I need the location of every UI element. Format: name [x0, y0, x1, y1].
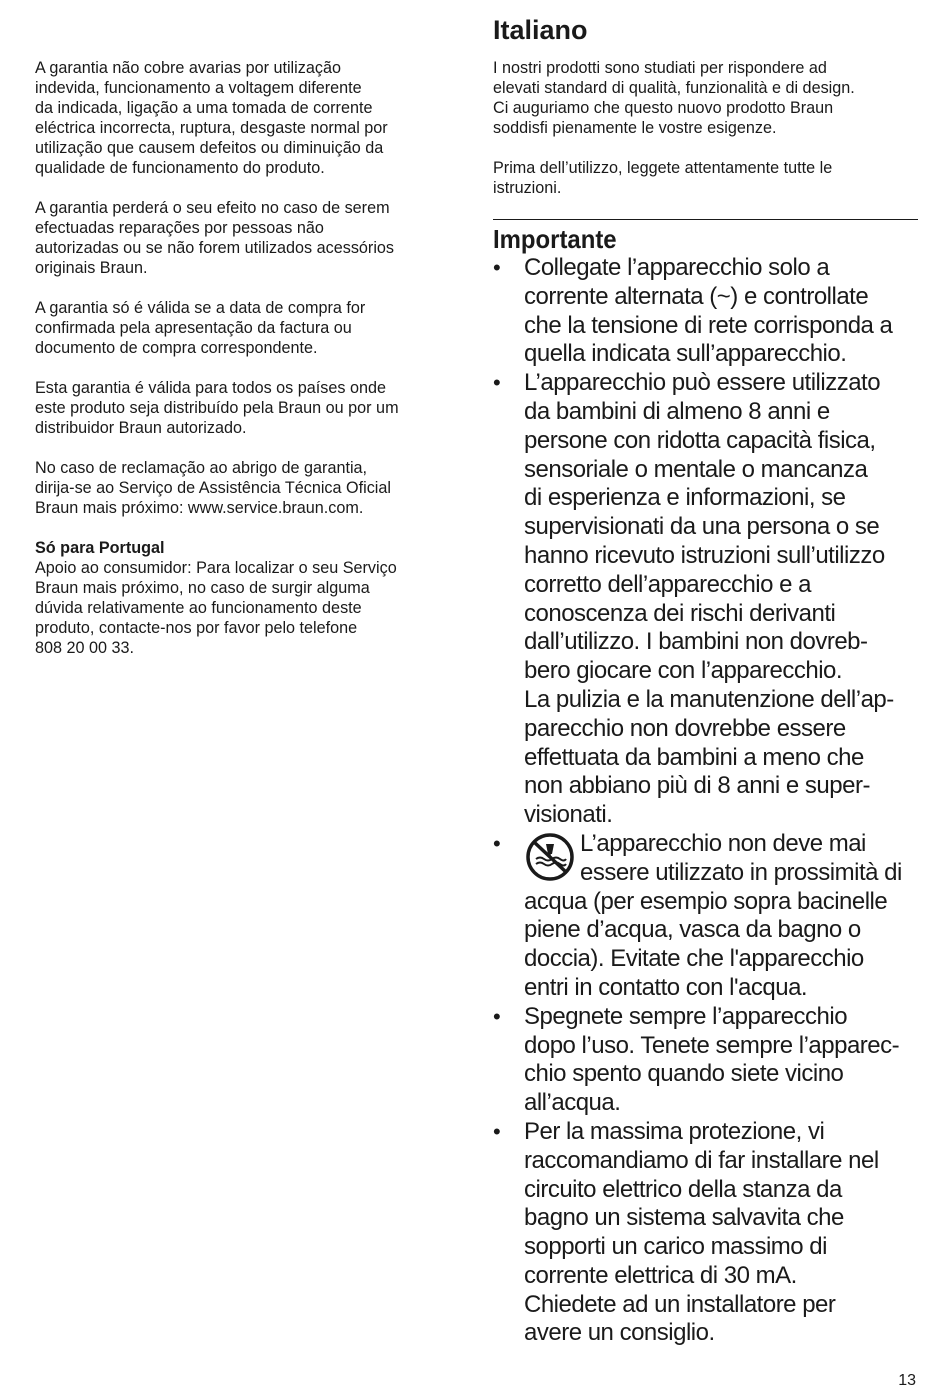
- warranty-paragraph-4: Esta garantia é válida para todos os países onde este produto seja distribuído pela Braun ou por um distribuidor Braun autorizado.: [35, 379, 399, 437]
- bullet-dot: •: [493, 1003, 501, 1029]
- intro-paragraph-1: I nostri prodotti sono studiati per rispondere ad elevati standard di qualità, funzionalità e di design. Ci auguriamo che questo nuovo prodotto Braun soddisfi pienamente le vostre esigenze.: [493, 59, 855, 137]
- section-divider: [493, 219, 918, 220]
- italian-column: [493, 14, 918, 1348]
- bullet-dot: •: [493, 1118, 501, 1144]
- bullet-dot: •: [493, 830, 501, 856]
- warranty-paragraph-5: No caso de reclamação ao abrigo de garantia, dirija-se ao Serviço de Assistência Técnica Oficial Braun mais próximo: www.service.braun.com.: [35, 459, 391, 517]
- warranty-paragraph-3: A garantia só é válida se a data de compra for confirmada pela apresentação da factura ou documento de compra correspondente.: [35, 299, 366, 357]
- portugal-paragraph: Apoio ao consumidor: Para localizar o seu Serviço Braun mais próximo, no caso de surgir alguma dúvida relativamente ao funcionamento deste produto, contacte-nos por favor pelo telefone 808 20 00 33.: [35, 559, 397, 657]
- portuguese-warranty-column: [35, 58, 465, 678]
- list-item: • Per la massima protezione, vi raccomandiamo di far installare nel circuito elettrico della stanza da bagno un sistema salvavita che sopporti un carico massimo di corrente elettrica di 30 mA. Chiedete ad un installatore per avere un consiglio.: [493, 1117, 879, 1347]
- list-item: • Spegnete sempre l’apparecchio dopo l’uso. Tenete sempre l’apparec- chio spento quando siete vicino all’acqua.: [493, 1002, 900, 1117]
- important-list: [493, 254, 918, 1348]
- list-item: • L’apparecchio può essere utilizzato da bambini di almeno 8 anni e persone con ridotta capacità fisica, sensoriale o mentale o mancanza di esperienza e informazioni, se supervisionati da una persona o se hanno ricevuto istruzioni sull’utilizzo corretto dell’apparecchio e a conoscenza dei rischi derivanti dall’utilizzo. I bambini non dovreb- bero giocare con l’apparecchio. La pulizia e la manutenzione dell’ap- parecchio non dovrebbe essere effettuata da bambini a meno che non abbiano più di 8 anni e super- visionati.: [493, 369, 894, 829]
- warranty-paragraph-1: A garantia não cobre avarias por utilização indevida, funcionamento a voltagem diferente da indicada, ligação a uma tomada de corrente eléctrica incorrecta, ruptura, desgaste normal por utilização que causem defeitos ou diminuição da qualidade de funcionamento do produto.: [35, 59, 388, 177]
- bullet-dot: •: [493, 370, 501, 396]
- no-water-icon: [524, 832, 576, 882]
- intro-paragraph-2: Prima dell’utilizzo, leggete attentamente tutte le istruzioni.: [493, 159, 833, 197]
- list-item: • L’apparecchio non deve mai essere utilizzato in prossimità di acqua (per esempio sopra bacinelle piene d’acqua, vasca da bagno o doccia). Evitate che l'apparecchio entri in contatto con l'acqua.: [493, 829, 902, 1001]
- important-heading: Importante: [493, 224, 617, 254]
- warranty-paragraph-2: A garantia perderá o seu efeito no caso de serem efectuadas reparações por pessoas não autorizadas ou se não forem utilizados acessórios originais Braun.: [35, 199, 395, 277]
- page-number: 13: [898, 1372, 916, 1389]
- language-title: Italiano: [493, 15, 588, 45]
- portugal-heading: Só para Portugal: [35, 539, 165, 557]
- list-item: • Collegate l’apparecchio solo a corrente alternata (~) e controllate che la tensione di rete corrisponda a quella indicata sull’apparecchio.: [493, 254, 893, 368]
- bullet-dot: •: [493, 255, 501, 280]
